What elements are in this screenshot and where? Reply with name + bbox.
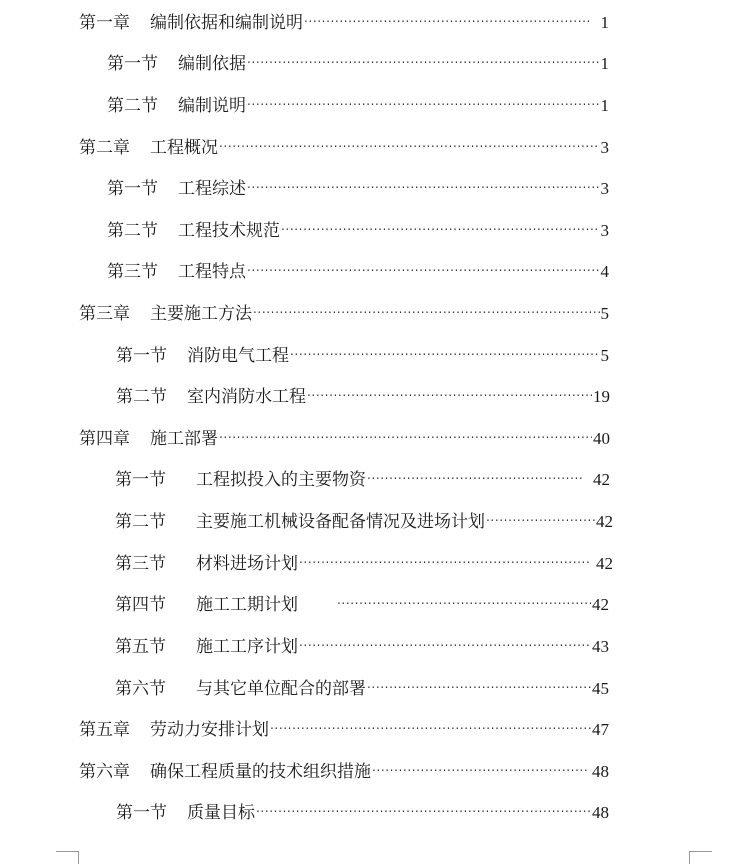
toc-entry-label: 第二节 [115, 512, 166, 532]
toc-page-number: 1 [600, 96, 609, 115]
toc-entry-title: 编制依据和编制说明 [150, 13, 303, 33]
toc-entry-title: 工程特点 [178, 262, 246, 282]
toc-entry-section[interactable] [116, 378, 610, 407]
toc-entry-label: 第五节 [115, 637, 166, 657]
toc-entry-section[interactable] [107, 45, 609, 74]
toc-page-number: 43 [592, 637, 609, 656]
toc-entry-label: 第一节 [107, 179, 158, 199]
toc-entry-title: 施工部署 [150, 429, 218, 449]
toc-entry-chapter-2[interactable] [79, 129, 609, 158]
toc-entry-label: 第一节 [115, 470, 166, 490]
toc-entry-title: 编制说明 [178, 96, 246, 116]
toc-page-number: 42 [592, 595, 609, 614]
toc-dot-leader [247, 253, 600, 277]
toc-entry-title: 工程拟投入的主要物资 [196, 470, 366, 490]
toc-dot-leader [307, 378, 592, 402]
toc-entry-title: 主要施工机械设备配备情况及进场计划 [196, 512, 485, 532]
toc-entry-label: 第二节 [107, 221, 158, 241]
page-corner-mark-right [689, 851, 712, 864]
toc-entry-chapter-1[interactable] [79, 4, 609, 33]
toc-page-number: 3 [600, 138, 609, 157]
toc-entry-label: 第二节 [116, 387, 167, 407]
toc-entry-label: 第四节 [115, 595, 166, 615]
toc-entry-label: 第三节 [115, 554, 166, 574]
toc-entry-section[interactable] [115, 461, 610, 490]
toc-page-number: 40 [593, 429, 610, 448]
toc-dot-leader [367, 670, 591, 694]
toc-entry-section[interactable] [115, 670, 609, 699]
toc-page-number: 3 [600, 221, 609, 240]
toc-entry-label: 第四章 [79, 429, 130, 449]
toc-dot-leader [219, 129, 600, 153]
toc-entry-title: 工程技术规范 [178, 221, 280, 241]
toc-entry-label: 第五章 [79, 720, 130, 740]
toc-entry-label: 第六章 [79, 762, 130, 782]
toc-entry-section[interactable] [107, 87, 609, 116]
toc-dot-leader [256, 794, 591, 818]
toc-entry-title: 确保工程质量的技术组织措施 [150, 762, 371, 782]
toc-dot-leader [247, 45, 600, 69]
toc-entry-label: 第三节 [107, 262, 158, 282]
toc-page-number: 5 [600, 304, 609, 323]
toc-page-number: 4 [600, 262, 609, 281]
toc-page-number: 48 [592, 762, 609, 781]
toc-page-number: 48 [592, 803, 609, 822]
toc-page-number: 1 [600, 13, 609, 32]
toc-entry-label: 第六节 [115, 679, 166, 699]
toc-entry-section[interactable] [116, 794, 609, 823]
toc-dot-leader [304, 4, 590, 28]
toc-dot-leader [247, 87, 600, 111]
toc-dot-leader [290, 337, 600, 361]
toc-entry-label: 第一节 [107, 54, 158, 74]
toc-entry-section[interactable] [115, 628, 609, 657]
toc-dot-leader [247, 170, 600, 194]
page-corner-mark-left [56, 851, 79, 864]
toc-entry-title: 质量目标 [187, 803, 255, 823]
toc-page-number: 45 [592, 679, 609, 698]
toc-entry-label: 第三章 [79, 304, 130, 324]
toc-entry-section[interactable] [107, 170, 609, 199]
toc-entry-section[interactable] [115, 503, 613, 532]
toc-dot-leader [299, 545, 589, 569]
toc-page-number: 42 [593, 470, 610, 489]
toc-entry-chapter-3[interactable] [79, 295, 609, 324]
toc-entry-chapter-6[interactable] [79, 753, 609, 782]
toc-page-number: 5 [600, 346, 609, 365]
toc-entry-title: 劳动力安排计划 [150, 720, 269, 740]
toc-dot-leader [367, 461, 582, 485]
toc-entry-section[interactable] [115, 586, 609, 615]
toc-entry-label: 第一节 [116, 346, 167, 366]
toc-entry-chapter-5[interactable] [79, 711, 609, 740]
toc-dot-leader [486, 503, 595, 527]
toc-page-number: 1 [600, 54, 609, 73]
toc-dot-leader [372, 753, 587, 777]
toc-entry-section[interactable] [107, 212, 609, 241]
toc-entry-label: 第二章 [79, 138, 130, 158]
toc-page-number: 42 [596, 554, 613, 573]
toc-dot-leader [299, 628, 591, 652]
toc-page-number: 3 [600, 179, 609, 198]
toc-entry-label: 第一章 [79, 13, 130, 33]
toc-dot-leader [253, 295, 600, 319]
toc-entry-title: 施工工序计划 [196, 637, 298, 657]
toc-entry-title: 工程综述 [178, 179, 246, 199]
toc-page-number: 42 [596, 512, 613, 531]
toc-entry-title: 主要施工方法 [150, 304, 252, 324]
toc-entry-chapter-4[interactable] [79, 420, 610, 449]
toc-entry-title: 施工工期计划 [196, 595, 298, 615]
toc-entry-title: 工程概况 [150, 138, 218, 158]
toc-dot-leader [337, 586, 591, 610]
toc-entry-title: 消防电气工程 [187, 346, 289, 366]
toc-entry-title: 编制依据 [178, 54, 246, 74]
toc-dot-leader [219, 420, 592, 444]
toc-entry-section[interactable] [107, 253, 609, 282]
toc-entry-title: 室内消防水工程 [187, 387, 306, 407]
toc-entry-label: 第二节 [107, 96, 158, 116]
toc-entry-label: 第一节 [116, 803, 167, 823]
toc-page-number: 19 [593, 387, 610, 406]
toc-entry-section[interactable] [115, 545, 613, 574]
toc-dot-leader [270, 711, 591, 735]
toc-entry-title: 与其它单位配合的部署 [196, 679, 366, 699]
toc-dot-leader [281, 212, 600, 236]
toc-page-number: 47 [592, 720, 609, 739]
toc-entry-section[interactable] [116, 337, 609, 366]
toc-entry-title: 材料进场计划 [196, 554, 298, 574]
